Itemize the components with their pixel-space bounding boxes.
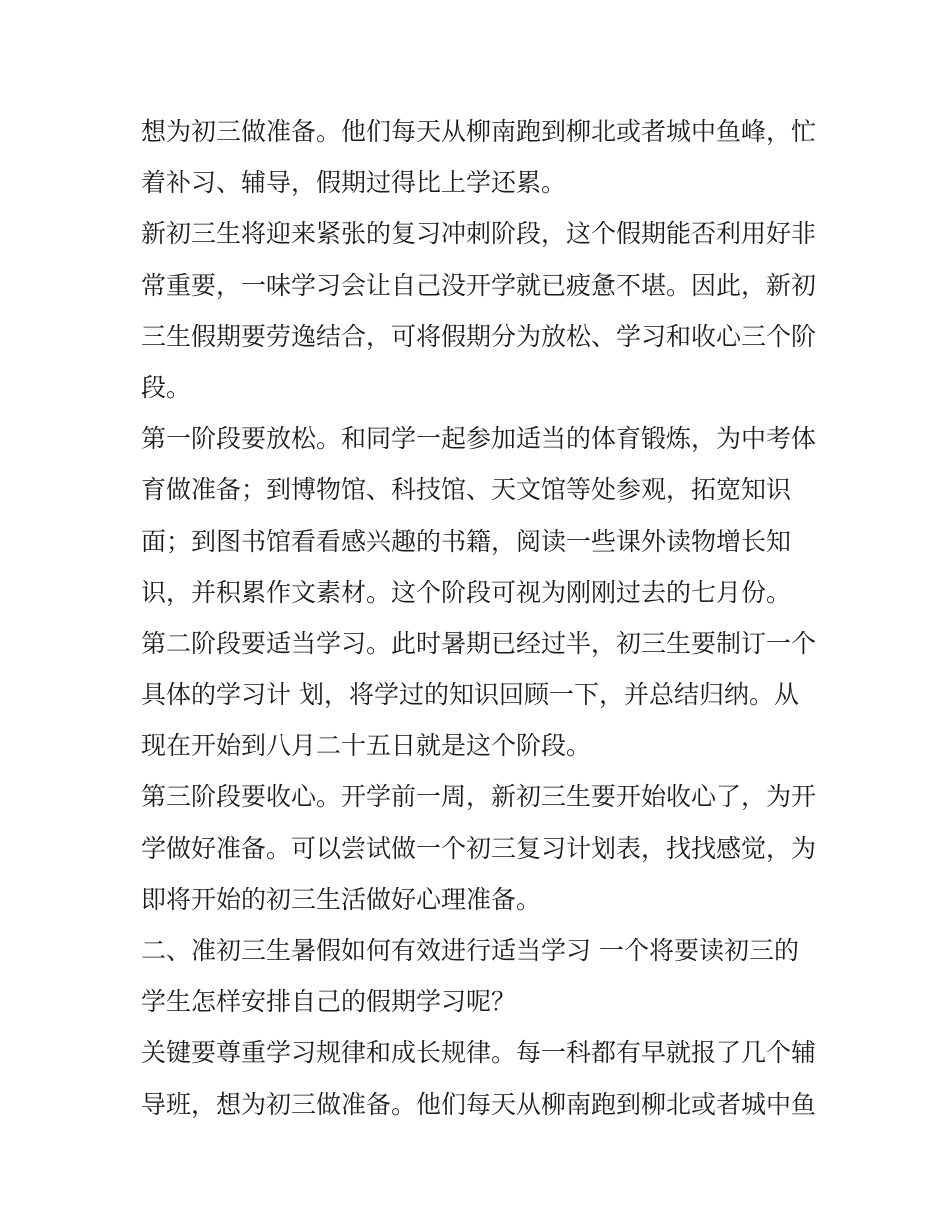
text-line: 三生假期要劳逸结合，可将假期分为放松、学习和收心三个阶 (141, 321, 817, 351)
text-line: 新初三生将迎来紧张的复习冲刺阶段，这个假期能否利用好非 (141, 219, 817, 249)
text-line: 学做好准备。可以尝试做一个初三复习计划表，找找感觉，为 (141, 833, 817, 863)
text-line: 二、准初三生暑假如何有效进行适当学习 一个将要读初三的 (141, 936, 799, 965)
text-line: 段。 (141, 372, 192, 402)
text-line: 识，并积累作文素材。这个阶段可视为刚刚过去的七月份。 (141, 577, 792, 607)
text-line: 第三阶段要收心。开学前一周，新初三生要开始收心了，为开 (141, 782, 817, 812)
text-line: 第二阶段要适当学习。此时暑期已经过半，初三生要制订一个 (141, 628, 817, 658)
text-line: 导班，想为初三做准备。他们每天从柳南跑到柳北或者城中鱼 (141, 1089, 817, 1119)
document-body-text (141, 106, 821, 1130)
text-line: 具体的学习计 划，将学过的知识回顾一下，并总结归纳。从 (141, 680, 799, 710)
text-line: 常重要，一味学习会让自己没开学就已疲惫不堪。因此，新初 (141, 270, 817, 300)
text-line: 面；到图书馆看看感兴趣的书籍，阅读一些课外读物增长知 (141, 526, 792, 556)
text-line: 着补习、辅导，假期过得比上学还累。 (141, 168, 567, 198)
text-line: 即将开始的初三生活做好心理准备。 (141, 884, 542, 914)
text-line: 育做准备；到博物馆、科技馆、天文馆等处参观，拓宽知识 (141, 475, 792, 505)
text-line: 想为初三做准备。他们每天从柳南跑到柳北或者城中鱼峰，忙 (141, 117, 817, 146)
text-line: 关键要尊重学习规律和成长规律。每一科都有早就报了几个辅 (141, 1038, 817, 1068)
text-line: 现在开始到八月二十五日就是这个阶段。 (141, 731, 592, 761)
text-line: 第一阶段要放松。和同学一起参加适当的体育锻炼，为中考体 (141, 424, 817, 454)
text-line: 学生怎样安排自己的假期学习呢？ (141, 987, 517, 1017)
